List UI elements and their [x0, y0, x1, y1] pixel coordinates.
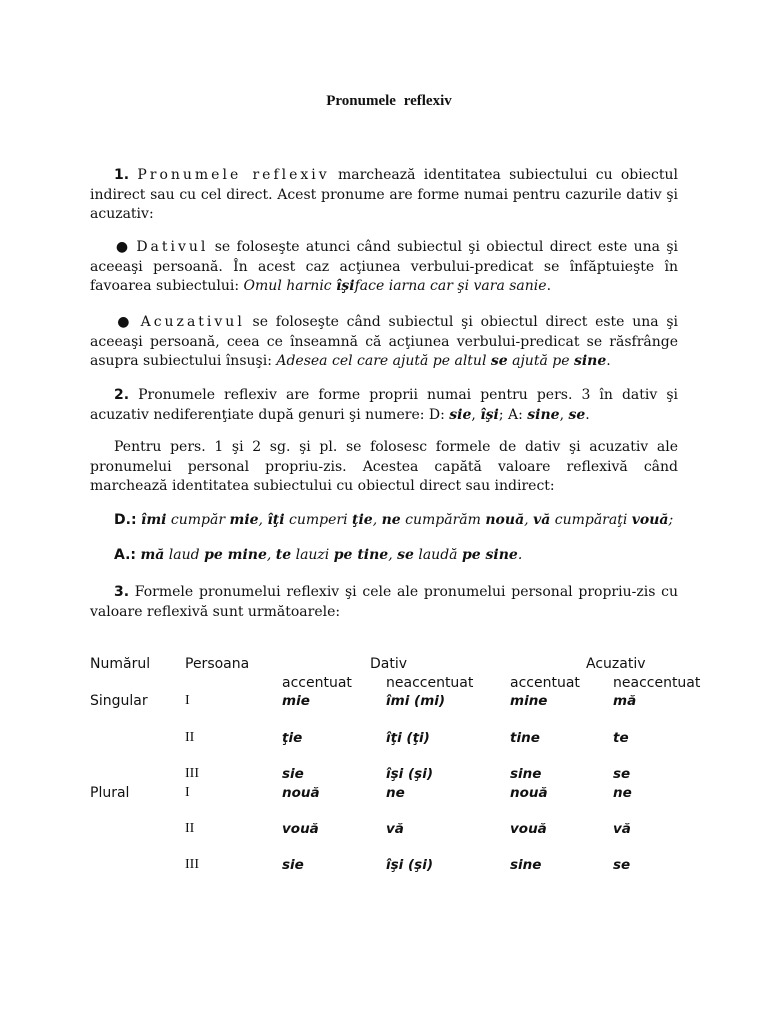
form-cell: îmi (mi) [386, 693, 446, 709]
form-bold: îşi [480, 406, 499, 423]
example-bold: sine [573, 353, 607, 369]
punct: , [559, 406, 569, 423]
paragraph-text: se foloseşte atunci când subiectul şi obiectul direct este una şi aceeaşi persoană. În acest caz acţiunea verbului-predicat se înfăptuieşte în favoarea subiectului: [90, 239, 679, 294]
punct: . [517, 547, 523, 563]
example-bold: îşi [336, 278, 355, 294]
paragraph-1 [90, 166, 678, 225]
form-cell: îşi (şi) [386, 766, 433, 782]
example-text: face iarna car şi vara sanie [354, 278, 547, 294]
subheader-acuzativ-accentuat: accentuat [510, 675, 580, 691]
example-text: cumpărăm [400, 512, 486, 528]
example-text: cumpăr [166, 512, 230, 528]
form-bold: se [568, 406, 586, 423]
example-bold: se [490, 353, 508, 369]
paragraph-dativ [90, 238, 678, 297]
subheader-acuzativ-neaccentuat: neaccentuat [613, 675, 701, 691]
form-cell: sine [510, 857, 542, 873]
person-cell: II [185, 730, 195, 745]
form-cell: sie [282, 857, 304, 873]
example-text: ajută pe [507, 353, 574, 369]
bullet: ● [114, 314, 133, 330]
section-number: 3. [114, 584, 130, 600]
paragraph-3 [90, 583, 678, 622]
example-bold: nouă [485, 512, 525, 528]
paragraph-text: Formele pronumelui reflexiv şi cele ale pronumelui personal propriu-zis cu valoare reflexivă sunt următoarele: [90, 584, 678, 620]
form-cell: sie [282, 766, 304, 782]
header-dativ: Dativ [370, 656, 408, 672]
form-cell: îşi (şi) [386, 857, 433, 873]
example-text: Adesea cel care ajută pe altul [276, 353, 491, 369]
example-dativ [90, 511, 678, 531]
person-cell: III [185, 766, 199, 781]
punct: ; [668, 512, 674, 528]
section-number: 1. [114, 167, 130, 183]
form-cell: te [613, 730, 629, 746]
subheader-dativ-accentuat: accentuat [282, 675, 352, 691]
section-number: 2. [114, 387, 130, 403]
form-bold: sine [527, 406, 560, 423]
spaced-term: Acuzativul [140, 314, 245, 330]
person-cell: III [185, 857, 199, 872]
example-text: cumpăraţi [550, 512, 632, 528]
punct: . [546, 278, 552, 294]
person-cell: I [185, 785, 190, 800]
spaced-term: Dativul [136, 239, 209, 255]
form-cell: mine [510, 693, 548, 709]
page-title: Pronumele reflexiv [326, 93, 452, 109]
paragraph-text: Pronumele reflexiv are forme proprii numai pentru pers. 3 în dativ şi acuzativ nediferenţiate după genuri şi numere: D: [90, 387, 678, 423]
punct: , [372, 512, 382, 528]
example-bold: îmi [141, 512, 167, 528]
example-bold: mie [229, 512, 259, 528]
example-text: laud [164, 547, 205, 563]
example-bold: se [397, 547, 414, 563]
example-bold: ne [381, 512, 401, 528]
paragraph-text: se foloseşte când subiectul şi obiectul direct este una şi aceeaşi persoană, ceea ce înseamnă că acţiunea verbului-predicat se răsfrânge asupra subiectului însuşi: [90, 314, 679, 369]
form-cell: mă [613, 693, 637, 709]
form-cell: nouă [282, 785, 320, 801]
form-cell: sine [510, 766, 542, 782]
header-acuzativ: Acuzativ [586, 656, 646, 672]
paragraph-text: Pentru pers. 1 şi 2 sg. şi pl. se folosesc formele de dativ şi acuzativ ale pronumelui personal propriu-zis. Acestea capătă valoare reflexivă când marchează identitatea subiectului cu obiectul direct sau indirect: [90, 439, 678, 494]
form-cell: vouă [282, 821, 319, 837]
subheader-dativ-neaccentuat: neaccentuat [386, 675, 474, 691]
paragraph-2 [90, 386, 678, 425]
example-bold: pe mine [204, 547, 267, 563]
punct: , [524, 512, 534, 528]
example-bold: te [275, 547, 292, 563]
punct: , [471, 406, 481, 423]
form-cell: vă [613, 821, 631, 837]
punct: ; A: [498, 406, 528, 423]
example-bold: pe tine [333, 547, 389, 563]
example-text: lauzi [291, 547, 334, 563]
form-cell: ne [386, 785, 405, 801]
example-text: laudă [413, 547, 462, 563]
header-numarul: Numărul [90, 656, 151, 672]
example-label: A.: [114, 547, 137, 563]
form-cell: se [613, 766, 631, 782]
bullet: ● [114, 239, 130, 255]
example-bold: mă [140, 547, 165, 563]
form-cell: nouă [510, 785, 548, 801]
paragraph-acuzativ [90, 313, 678, 372]
example-acuzativ [90, 546, 678, 566]
example-bold: vouă [631, 512, 669, 528]
punct: . [585, 406, 590, 423]
example-text: Omul harnic [243, 278, 337, 294]
person-cell: II [185, 821, 195, 836]
punct: . [606, 353, 611, 369]
group-plural: Plural [90, 785, 130, 801]
form-cell: vouă [510, 821, 547, 837]
example-bold: ţie [352, 512, 373, 528]
example-text: cumperi [284, 512, 353, 528]
punct: , [258, 512, 268, 528]
form-cell: vă [386, 821, 404, 837]
paragraph-text: marchează identitatea subiectului cu obiectul indirect sau cu cel direct. Acest pronume are forme numai pentru cazurile dativ şi acuzativ: [90, 167, 678, 222]
form-cell: se [613, 857, 631, 873]
form-cell: mie [282, 693, 310, 709]
header-persoana: Persoana [185, 656, 250, 672]
example-bold: vă [533, 512, 551, 528]
spaced-term: Pronumele reflexiv [137, 167, 330, 183]
group-singular: Singular [90, 693, 148, 709]
example-bold: pe sine [461, 547, 518, 563]
punct: , [388, 547, 398, 563]
form-bold: sie [449, 406, 472, 423]
form-cell: îţi (ţi) [386, 730, 430, 746]
form-cell: ne [613, 785, 632, 801]
example-label: D.: [114, 512, 137, 528]
punct: , [266, 547, 276, 563]
person-cell: I [185, 693, 190, 708]
example-bold: îţi [267, 512, 285, 528]
form-cell: ţie [282, 730, 303, 746]
form-cell: tine [510, 730, 540, 746]
paragraph-personal [90, 438, 678, 497]
